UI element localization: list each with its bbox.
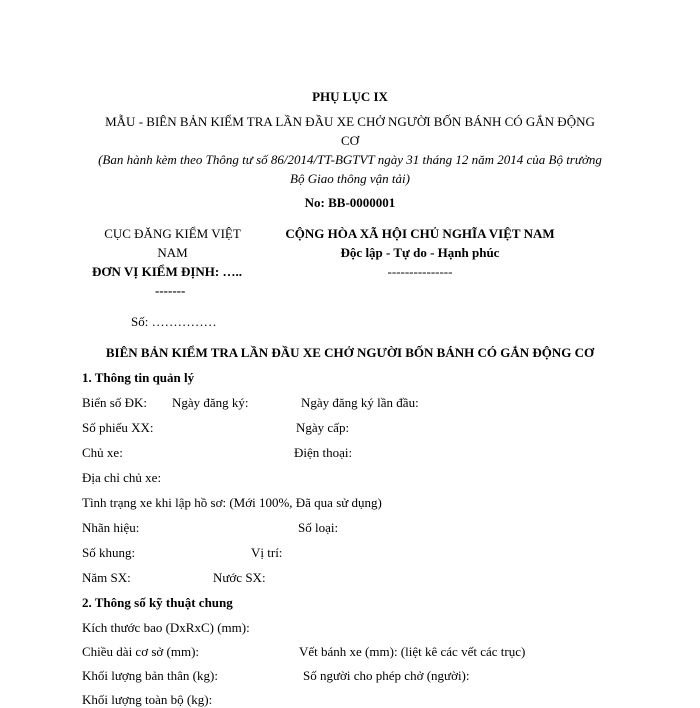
field-khoi-luong-toan-bo: Khối lượng toàn bộ (kg): bbox=[82, 692, 213, 707]
field-nuoc-sx: Nước SX: bbox=[213, 570, 266, 585]
field-chieu-dai-co-so: Chiều dài cơ sở (mm): bbox=[82, 644, 200, 659]
field-dien-thoai: Điện thoại: bbox=[294, 445, 353, 460]
field-bien-so: Biển số ĐK: bbox=[82, 395, 147, 410]
motto-rule: --------------- bbox=[387, 264, 453, 279]
appendix-title: PHỤ LỤC IX bbox=[312, 89, 388, 104]
country-name: CỘNG HÒA XÃ HỘI CHỦ NGHĨA VIỆT NAM bbox=[285, 226, 555, 241]
field-so-phieu: Số phiếu XX: bbox=[82, 420, 154, 435]
national-motto: Độc lập - Tự do - Hạnh phúc bbox=[340, 245, 500, 260]
form-title-line2: CƠ bbox=[340, 133, 360, 148]
field-ngay-dang-ky: Ngày đăng ký: bbox=[172, 395, 249, 410]
field-dia-chi: Địa chỉ chủ xe: bbox=[82, 470, 162, 485]
section1-heading: 1. Thông tin quản lý bbox=[82, 370, 195, 385]
field-tinh-trang: Tình trạng xe khi lập hồ sơ: (Mới 100%, Đã qua sử dụng) bbox=[82, 495, 382, 510]
field-so-loai: Số loại: bbox=[298, 520, 339, 535]
form-number: No: BB-0000001 bbox=[304, 195, 396, 210]
agency-line1: CỤC ĐĂNG KIỂM VIỆT bbox=[104, 226, 241, 241]
agency-line2: NAM bbox=[157, 245, 188, 260]
issued-note-line2: Bộ Giao thông vận tải) bbox=[290, 171, 410, 186]
field-so-khung: Số khung: bbox=[82, 545, 136, 560]
field-khoi-luong-ban-than: Khối lượng bản thân (kg): bbox=[82, 668, 218, 683]
field-ngay-cap: Ngày cấp: bbox=[296, 420, 350, 435]
field-vi-tri: Vị trí: bbox=[251, 545, 283, 560]
field-chu-xe: Chủ xe: bbox=[82, 445, 123, 460]
field-nam-sx: Năm SX: bbox=[82, 570, 131, 585]
issued-note-line1: (Ban hành kèm theo Thông tư số 86/2014/TT-BGTVT ngày 31 tháng 12 năm 2014 của Bộ trưởng bbox=[98, 152, 602, 167]
unit-rule: ------- bbox=[155, 283, 186, 298]
field-kich-thuoc: Kích thước bao (DxRxC) (mm): bbox=[82, 620, 250, 635]
field-nhan-hieu: Nhãn hiệu: bbox=[82, 520, 140, 535]
section2-heading: 2. Thông số kỹ thuật chung bbox=[82, 595, 233, 610]
field-ngay-dang-ky-lan-dau: Ngày đăng ký lần đầu: bbox=[301, 395, 419, 410]
document-title: BIÊN BẢN KIỂM TRA LẦN ĐẦU XE CHỞ NGƯỜI BỐN BÁNH CÓ GẮN ĐỘNG CƠ bbox=[105, 345, 595, 360]
form-title-line1: MẪU - BIÊN BẢN KIỂM TRA LẦN ĐẦU XE CHỞ NGƯỜI BỐN BÁNH CÓ GẮN ĐỘNG bbox=[105, 114, 595, 129]
inspection-unit: ĐƠN VỊ KIỂM ĐỊNH: ….. bbox=[92, 264, 242, 279]
field-vet-banh: Vết bánh xe (mm): (liệt kê các vết các trục) bbox=[299, 644, 526, 659]
field-so-nguoi: Số người cho phép chở (người): bbox=[303, 668, 470, 683]
document-number: Số: …………… bbox=[131, 314, 217, 329]
